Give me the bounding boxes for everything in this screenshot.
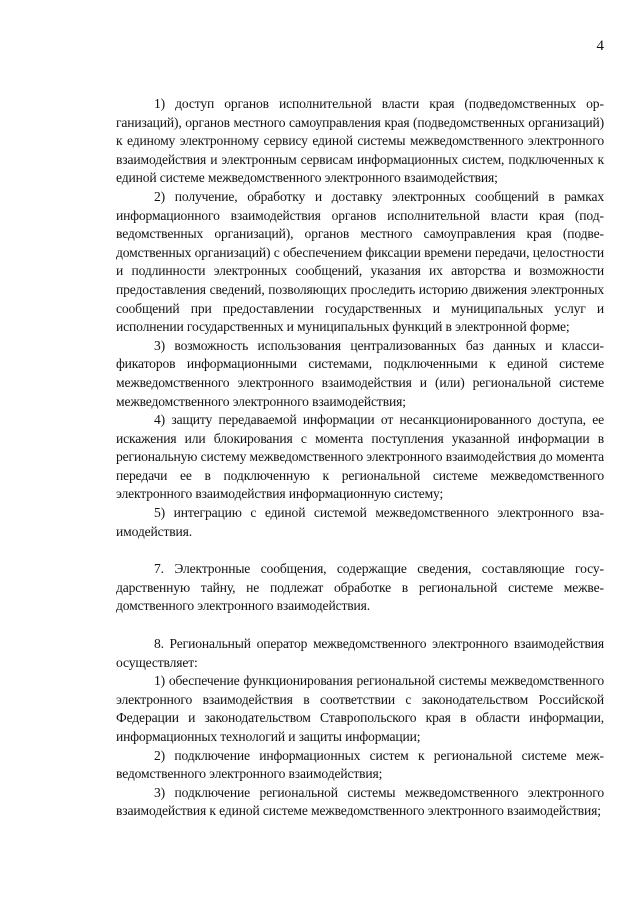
paragraph-8-3: 3) подключение региональной системы межведомственного электронного взаимодействия к единой системе межведомственного электронного взаимодействия; <box>116 784 604 819</box>
paragraph-1-5: 5) интеграцию с единой системой межведомственного электронного взаимодействия. <box>116 505 604 539</box>
paragraph-8-1: 1) обеспечение функционирования региональной системы межведомственного электронного взаимодействия в соответствии с законодательством Российской Федерации и законодательством Ставропольского края в области информации, информационных технологий и защиты информации; <box>116 673 604 744</box>
paragraph-1-4: 4) защиту передаваемой информации от несанкционированного доступа, ее искажения или блокирования с момента поступления указанной информации в региональную систему межведомственного электронного взаимодействия до момента передачи ее в подключенную к региональной системе межведомственного электронного взаимодействия информационную систему; <box>116 412 604 502</box>
section-gap <box>116 541 604 560</box>
section-gap <box>116 616 604 635</box>
paragraph-1-1: 1) доступ органов исполнительной власти края (подведомственных организаций), органов местного самоуправления края (подведомственных организаций) к единому электронному сервису единой системы межведомственного электронного взаимодействия и электронным сервисам информационных систем, подключенных к единой системе межведомственного электронного взаимодействия; <box>116 96 604 186</box>
page-number: 4 <box>596 38 604 54</box>
paragraph-1-3: 3) возможность использования централизованных баз данных и классификаторов информационными системами, подключенными к единой системе межведомственного электронного взаимодействия и (или) региональной системе межведомственного электронного взаимодействия; <box>116 337 604 409</box>
paragraph-7: 7. Электронные сообщения, содержащие сведения, составляющие государственную тайну, не подлежат обработке в региональной системе межведомственного электронного взаимодействия. <box>116 561 604 614</box>
paragraph-1-2: 2) получение, обработку и доставку электронных сообщений в рамках информационного взаимодействия органов исполнительной власти края (подведомственных организаций), органов местного самоуправления края (подведомственных организаций) с обеспечением фиксации времени передачи, целостности и подлинности электронных сообщений, указания их авторства и возможности предоставления сведений, позволяющих проследить историю движения электронных сообщений при предоставлении государственных и муниципальных услуг и исполнении государственных и муниципальных функций в электронной форме; <box>116 188 604 335</box>
paragraph-8: 8. Региональный оператор межведомственного электронного взаимодействия осуществляет: <box>116 636 604 670</box>
document-body <box>116 95 604 821</box>
paragraph-8-2: 2) подключение информационных систем к региональной системе межведомственного электронного взаимодействия; <box>116 747 604 782</box>
